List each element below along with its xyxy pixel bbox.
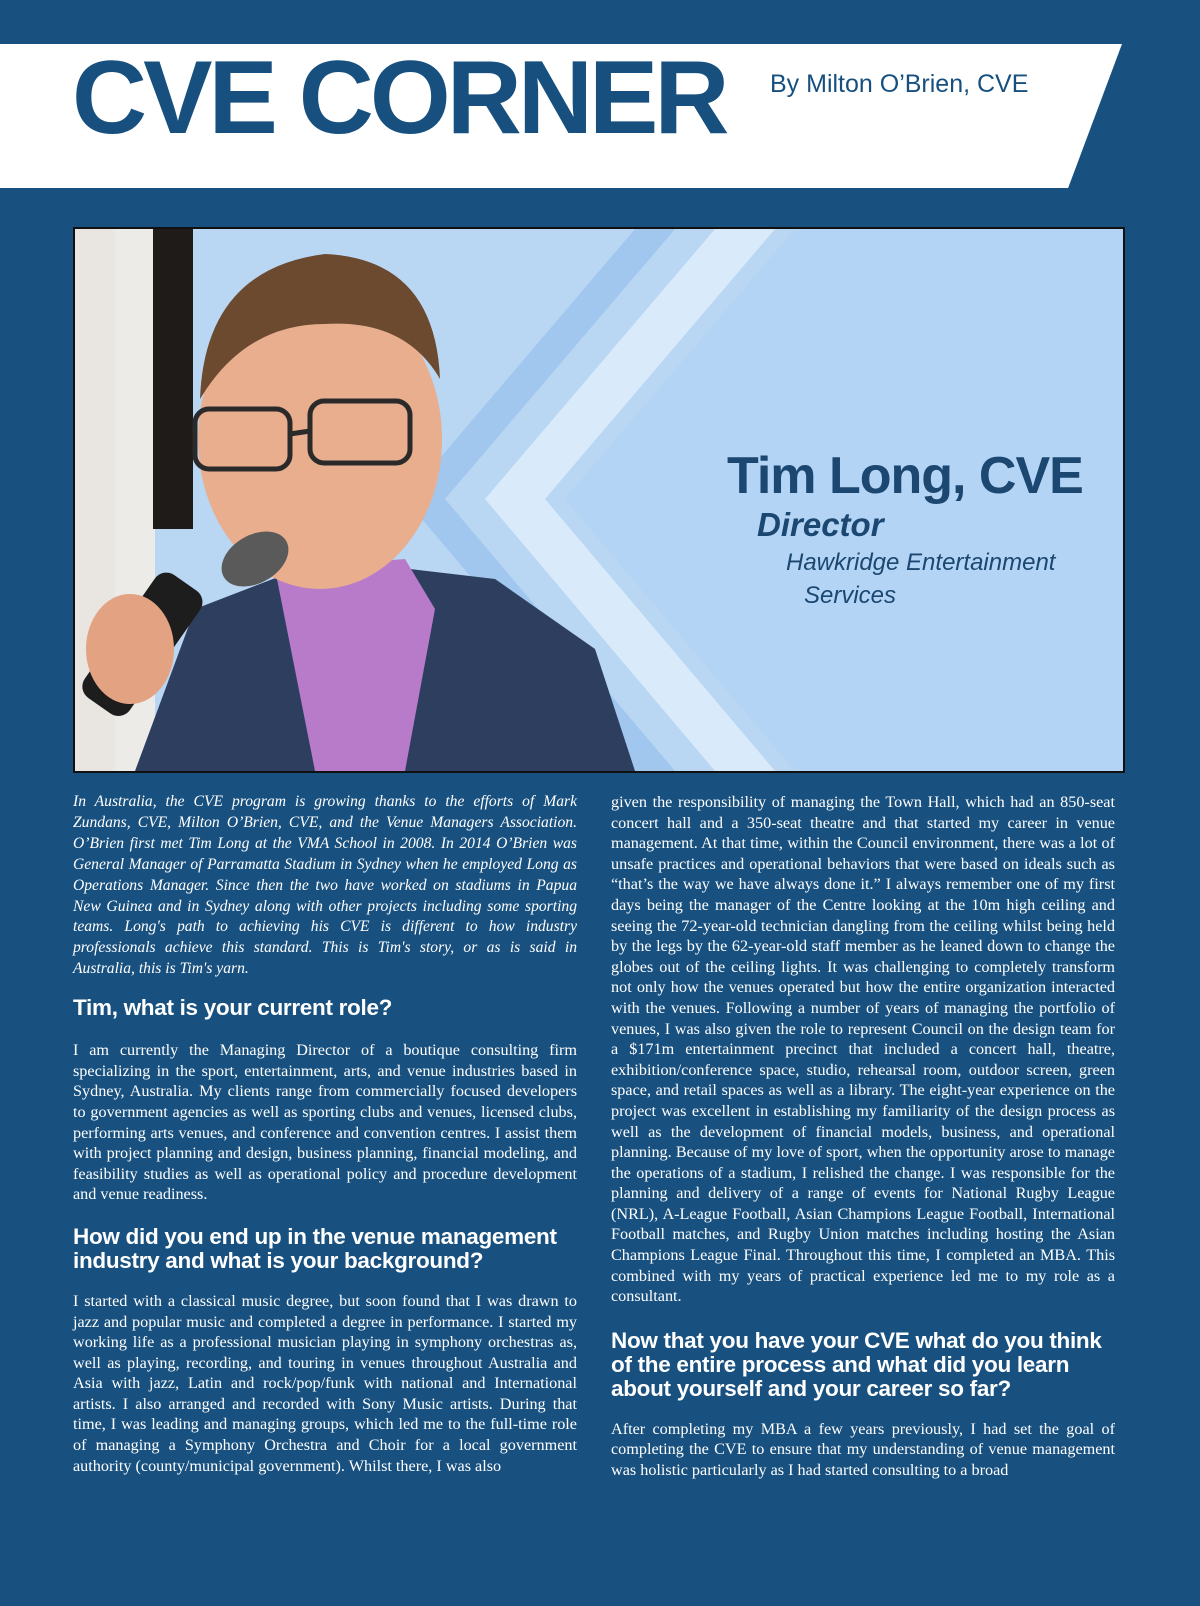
profile-name: Tim Long, CVE bbox=[727, 447, 1083, 505]
article-column-right bbox=[611, 792, 1115, 1481]
question-heading-2: How did you end up in the venue management industry and what is your background? bbox=[73, 1223, 557, 1273]
answer-paragraph-3: After completing my MBA a few years previously, I had set the goal of completing the CVE to ensure that my understanding of venue management was holistic particularly as I had started consulting to a broad bbox=[611, 1419, 1115, 1480]
question-heading-1: Tim, what is your current role? bbox=[73, 995, 393, 1021]
article-intro: In Australia, the CVE program is growing thanks to the efforts of Mark Zundans, CVE, Milton O’Brien, CVE, and the Venue Managers Association. O’Brien first met Tim Long at the VMA School in 2008. In 2014 O’Brien was General Manager of Parramatta Stadium in Sydney when he employed Long as Operations Manager. Since then the two have worked on stadiums in Papua New Guinea and in Sydney along with other projects including some sporting teams. Long's path to achieving his CVE is different to how industry professionals achieve this standard. This is Tim's story, or as is said in Australia, this is Tim's yarn. bbox=[73, 793, 577, 978]
author-byline: By Milton O’Brien, CVE bbox=[770, 70, 1029, 98]
profile-job-title: Director bbox=[757, 506, 884, 543]
answer-paragraph-1: I am currently the Managing Director of a boutique consulting firm specializing in the sport, entertainment, arts, and venue industries based in Sydney, Australia. My clients range from commercially focused developers to government agencies as well as sporting clubs and venues, licensed clubs, performing arts venues, and conference and convention centres. I assist them with project planning and design, business planning, financial modeling, and feasibility studies as well as operational policy and procedure development and venue readiness. bbox=[73, 1041, 577, 1204]
profile-org-line-2: Services bbox=[804, 582, 897, 609]
answer-paragraph-2a: I started with a classical music degree, but soon found that I was drawn to jazz and popular music and completed a degree in performance. I started my working life as a professional musician playing in symphony orchestras as, well as playing, recording, and touring in venues throughout Australia and Asia with jazz, Latin and rock/pop/funk with national and International artists. I also arranged and recorded with Sony Music artists. During that time, I was leading and managing groups, which led me to the full-time role of managing a Symphony Orchestra and Choir for a local government authority (county/municipal government). Whilst there, I was also bbox=[73, 1291, 577, 1475]
page-title: CVE CORNER bbox=[72, 40, 726, 156]
article-column-left bbox=[73, 792, 577, 1476]
profile-org-line-1: Hawkridge Entertainment bbox=[786, 549, 1056, 576]
profile-organization bbox=[786, 546, 1116, 612]
answer-paragraph-2b: given the responsibility of managing the Town Hall, which had an 850-seat concert hall and a 350-seat theatre and that started my career in venue management. At that time, within the Council environment, there was a lot of unsafe practices and operational behaviors that were based on ideals such as “that’s the way we have always done it.” I always remember one of my first days being the manager of the Centre looking at the 10m high ceiling and seeing the 72-year-old technician dangling from the ceiling whilst being held by the legs by the 62-year-old staff member as he leaned down to change the globes out of the ceiling lights. It was challenging to completely transform not only how the venues operated but how the entire organization interacted with the venues. Following a number of years of managing the portfolio of venues, I was also given the role to represent Council on the design team for a $171m entertainment precinct that included a concert hall, theatre, exhibition/conference space, studio, rehearsal room, outdoor screen, green space, and retail spaces as well as a library. The eight-year experience on the project was excellent in establishing my familiarity of the design process as well as the development of financial models, business, and operational planning. Because of my love of sport, when the opportunity arose to manage the operations of a stadium, I relished the change. I was responsible for the planning and delivery of a range of events for National Rugby League (NRL), A-League Football, Asian Champions League Football, International Football matches, and Rugby Union matches including hosting the Asian Champions League Final. Throughout this time, I completed an MBA. This combined with my years of practical experience led me to my role as a consultant. bbox=[611, 793, 1115, 1306]
question-heading-3: Now that you have your CVE what do you think of the entire process and what did you learn about yourself and your career so far? bbox=[611, 1327, 1102, 1401]
